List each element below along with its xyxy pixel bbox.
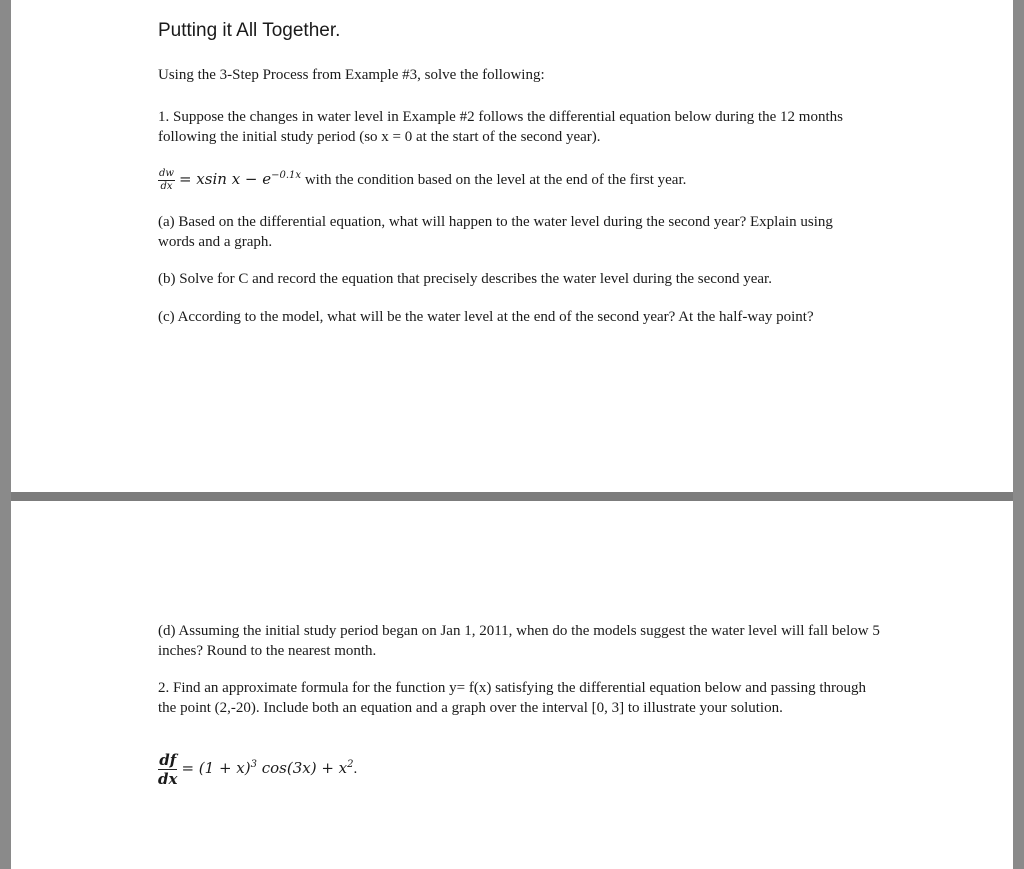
right-margin xyxy=(1013,0,1024,869)
equation-condition: with the condition based on the level at the end of the first year. xyxy=(301,172,687,188)
intro-text: Using the 3-Step Process from Example #3, solve the following: xyxy=(158,67,545,83)
question-1a: (a) Based on the differential equation, what will happen to the water level during the second year? Explain using words and a graph. xyxy=(158,214,833,250)
question-1-equation xyxy=(158,166,878,193)
question-1b: (b) Solve for C and record the equation that precisely describes the water level during the second year. xyxy=(158,271,772,287)
question-2-equation: $\frac{df}{dx}$ = $(1 + x)^3$ $\cos(3x) + x^2$. xyxy=(158,751,358,788)
page-title: Putting it All Together. xyxy=(158,20,341,41)
equation-rhs: = xsin x − e xyxy=(178,170,272,188)
question-1d: (d) Assuming the initial study period began on Jan 1, 2011, when do the models suggest the water level will fall below 5 inches? Round to the nearest month. xyxy=(158,623,880,659)
left-margin xyxy=(0,0,11,869)
document-page-1 xyxy=(11,0,1013,492)
question-1c: (c) According to the model, what will be the water level at the end of the second year? At the half-way point? xyxy=(158,309,814,325)
question-2-text: 2. Find an approximate formula for the function y= f(x) satisfying the differential equation below and passing through the point (2,-20). Include both an equation and a graph over the interval [0, 3] to illustrate your solution. xyxy=(158,680,867,716)
equation-exponent: −0.1x xyxy=(271,170,302,181)
df-dx-fraction: $\frac{df}{dx}$ xyxy=(158,751,178,788)
document-page-2 xyxy=(11,501,1013,869)
question-1-text: 1. Suppose the changes in water level in Example #2 follows the differential equation below during the 12 months following the initial study period (so x = 0 at the start of the second year). xyxy=(158,109,843,145)
dw-dx-fraction: $\frac{dw}{dx}$ xyxy=(159,168,174,193)
